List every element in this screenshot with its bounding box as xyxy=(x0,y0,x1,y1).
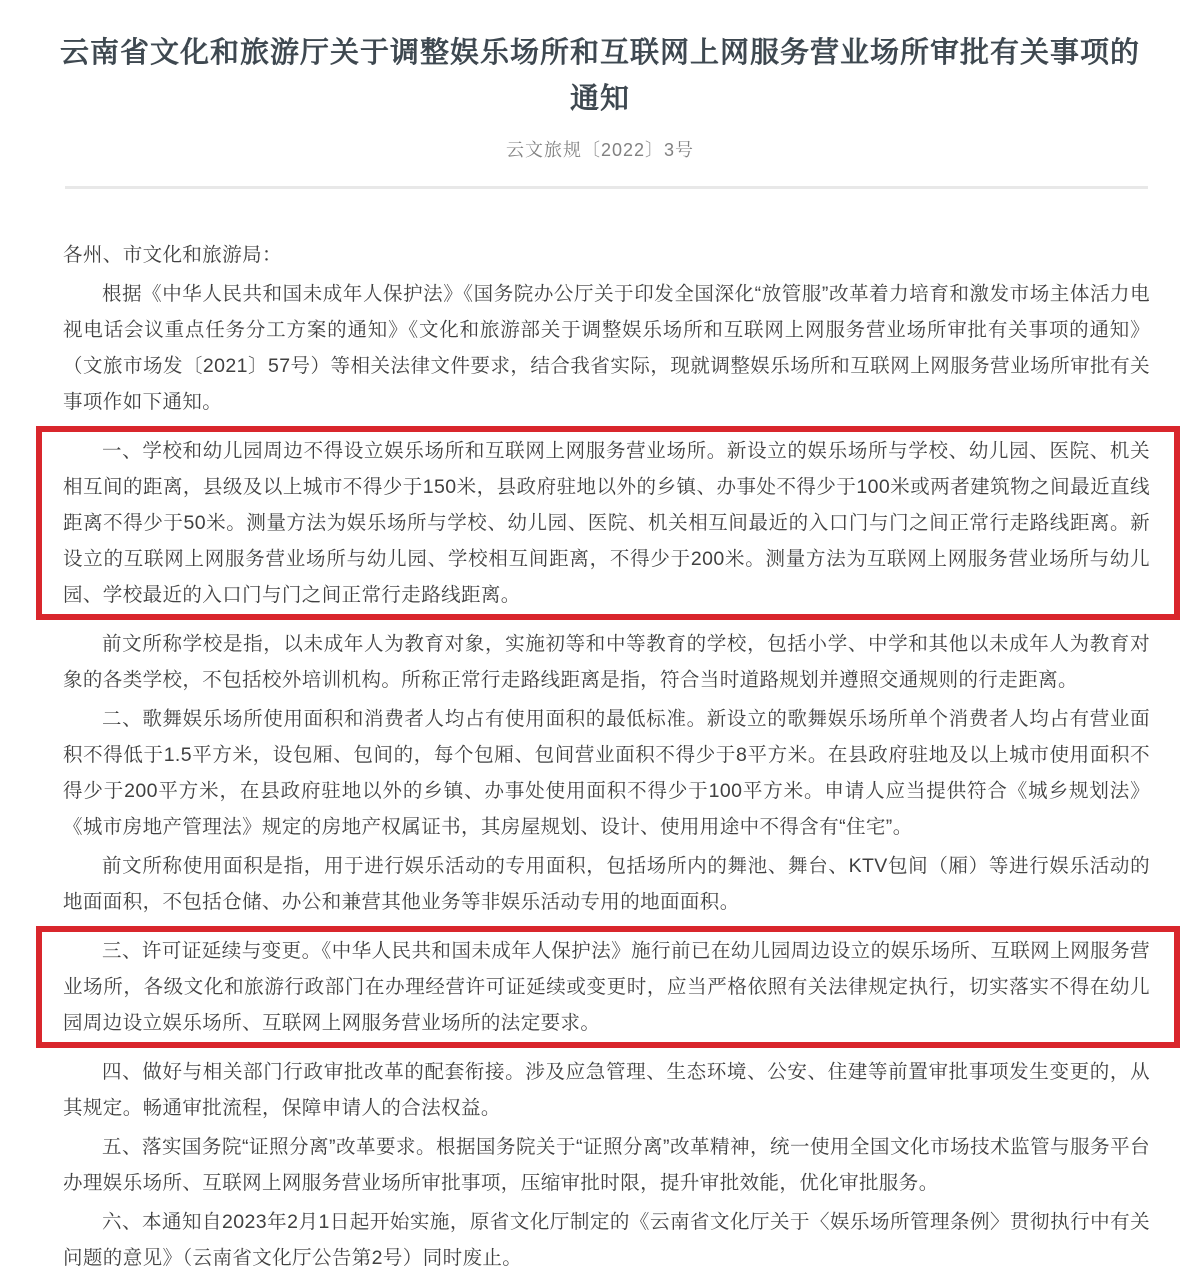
paragraph: 根据《中华人民共和国未成年人保护法》《国务院办公厅关于印发全国深化“放管服”改革着力培育和激发市场主体活力电视电话会议重点任务分工方案的通知》《文化和旅游部关于调整娱乐场所和互联网上网服务营业场所审批有关事项的通知》（文旅市场发〔2021〕57号）等相关法律文件要求，结合我省实际，现就调整娱乐场所和互联网上网服务营业场所审批有关事项作如下通知。 xyxy=(63,283,1150,413)
paragraph: 六、本通知自2023年2月1日起开始实施，原省文化厅制定的《云南省文化厅关于〈娱乐场所管理条例〉贯彻执行中有关问题的意见》（云南省文化厅公告第2号）同时废止。 xyxy=(63,1211,1150,1269)
divider xyxy=(65,186,1148,189)
paragraph: 前文所称学校是指，以未成年人为教育对象，实施初等和中等教育的学校，包括小学、中学和其他以未成年人为教育对象的各类学校，不包括校外培训机构。所称正常行走路线距离是指，符合当时道路规划并遵照交通规则的行走距离。 xyxy=(63,633,1150,691)
paragraph: 前文所称使用面积是指，用于进行娱乐活动的专用面积，包括场所内的舞池、舞台、KTV包间（厢）等进行娱乐活动的地面面积，不包括仓储、办公和兼营其他业务等非娱乐活动专用的地面面积。 xyxy=(63,855,1150,913)
highlighted-paragraph: 三、许可证延续与变更。《中华人民共和国未成年人保护法》施行前已在幼儿园周边设立的娱乐场所、互联网上网服务营业场所，各级文化和旅游行政部门在办理经营许可证延续或变更时，应当严格依照有关法律规定执行，切实落实不得在幼儿园周边设立娱乐场所、互联网上网服务营业场所的法定要求。 xyxy=(36,926,1180,1048)
paragraph: 四、做好与相关部门行政审批改革的配套衔接。涉及应急管理、生态环境、公安、住建等前置审批事项发生变更的，从其规定。畅通审批流程，保障申请人的合法权益。 xyxy=(63,1061,1150,1119)
paragraph: 二、歌舞娱乐场所使用面积和消费者人均占有使用面积的最低标准。新设立的歌舞娱乐场所单个消费者人均占有营业面积不得低于1.5平方米，设包厢、包间的，每个包厢、包间营业面积不得少于8平方米。在县政府驻地及以上城市使用面积不得少于200平方米，在县政府驻地以外的乡镇、办事处使用面积不得少于100平方米。申请人应当提供符合《城乡规划法》《城市房地产管理法》规定的房地产权属证书，其房屋规划、设计、使用用途中不得含有“住宅”。 xyxy=(63,708,1150,838)
document-page xyxy=(0,30,1200,1269)
page-title: 云南省文化和旅游厅关于调整娱乐场所和互联网上网服务营业场所审批有关事项的通知 xyxy=(59,37,1140,115)
document-body xyxy=(63,237,1150,1276)
salutation: 各州、市文化和旅游局： xyxy=(63,244,282,266)
paragraph: 五、落实国务院“证照分离”改革要求。根据国务院关于“证照分离”改革精神，统一使用全国文化市场技术监管与服务平台办理娱乐场所、互联网上网服务营业场所审批事项，压缩审批时限，提升审批效能，优化审批服务。 xyxy=(63,1136,1150,1194)
document-number: 云文旅规〔2022〕3号 xyxy=(505,140,695,160)
highlighted-paragraph: 一、学校和幼儿园周边不得设立娱乐场所和互联网上网服务营业场所。新设立的娱乐场所与学校、幼儿园、医院、机关相互间的距离，县级及以上城市不得少于150米，县政府驻地以外的乡镇、办事处不得少于100米或两者建筑物之间最近直线距离不得少于50米。测量方法为娱乐场所与学校、幼儿园、医院、机关相互间最近的入口门与门之间正常行走路线距离。新设立的互联网上网服务营业场所与幼儿园、学校相互间距离，不得少于200米。测量方法为互联网上网服务营业场所与幼儿园、学校最近的入口门与门之间正常行走路线距离。 xyxy=(36,426,1180,620)
